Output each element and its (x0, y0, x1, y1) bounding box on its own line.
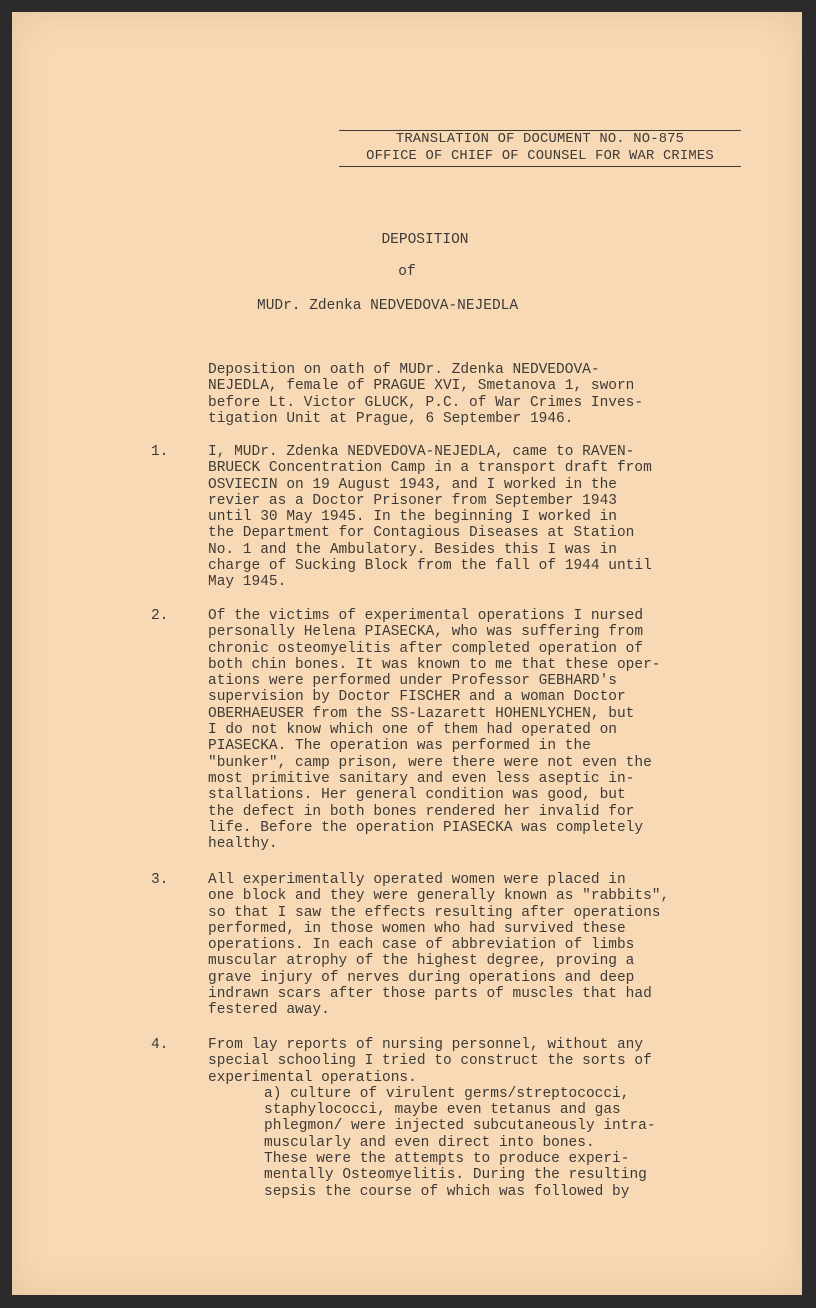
paragraph-line: healthy. (208, 836, 278, 853)
paragraph-line: so that I saw the effects resulting after operations (208, 904, 661, 921)
paragraph-line: the Department for Contagious Diseases at Station (208, 525, 635, 542)
paragraph-line: performed, in those women who had survived these (208, 920, 626, 937)
paragraph-line: life. Before the operation PIASECKA was completely (208, 819, 644, 836)
intro-line: Deposition on oath of MUDr. Zdenka NEDVEDOVA- (208, 362, 600, 378)
paragraph-subline: phlegmon/ were injected subcutaneously intra- (264, 1118, 656, 1135)
paragraph-line: ations were performed under Professor GEBHARD's (208, 673, 617, 690)
title-deposition: DEPOSITION (381, 232, 469, 248)
paragraph-line: charge of Sucking Block from the fall of 1944 until (208, 558, 652, 575)
paragraph-line: stallations. Her general condition was good, but (208, 787, 626, 804)
paragraph-line: No. 1 and the Ambulatory. Besides this I was in (208, 541, 617, 558)
intro-paragraph (208, 362, 748, 427)
paragraph-line: May 1945. (208, 574, 287, 591)
paragraph-line: the defect in both bones rendered her invalid for (208, 803, 635, 820)
intro-line: before Lt. Victor GLUCK, P.C. of War Crimes Inves- (208, 394, 644, 411)
paragraph-line: chronic osteomyelitis after completed operation of (208, 640, 644, 657)
paragraph-line: Of the victims of experimental operations I nursed (208, 608, 644, 624)
paragraph-2 (208, 608, 748, 852)
paragraph-line: until 30 May 1945. In the beginning I worked in (208, 509, 617, 526)
paragraph-subline: These were the attempts to produce experi- (264, 1151, 630, 1168)
paragraph-subline: sepsis the course of which was followed by (264, 1183, 630, 1200)
paragraph-subline: a) culture of virulent germs/streptococci, (264, 1085, 630, 1102)
paragraph-number: 4. (151, 1037, 169, 1053)
paragraph-number: 3. (151, 872, 169, 888)
paragraph-line: one block and they were generally known as "rabbits", (208, 888, 670, 905)
paragraph-line: experimental operations. (208, 1069, 417, 1086)
paragraph-line: I do not know which one of them had operated on (208, 722, 617, 739)
paragraph-line: indrawn scars after those parts of muscles that had (208, 986, 652, 1003)
paragraph-4 (208, 1037, 748, 1200)
paragraph-line: BRUECK Concentration Camp in a transport draft from (208, 460, 652, 477)
paragraph-3 (208, 872, 748, 1019)
title-of: of (398, 264, 416, 280)
paragraph-line: "bunker", camp prison, were there were not even the (208, 754, 652, 771)
paragraph-subline: muscularly and even direct into bones. (264, 1134, 595, 1151)
paragraph-line: personally Helena PIASECKA, who was suffering from (208, 624, 644, 641)
paragraph-subline: staphylococci, maybe even tetanus and gas (264, 1102, 621, 1119)
paragraph-line: OBERHAEUSER from the SS-Lazarett HOHENLYCHEN, but (208, 705, 635, 722)
intro-line: NEJEDLA, female of PRAGUE XVI, Smetanova 1, sworn (208, 378, 635, 395)
paragraph-1 (208, 444, 748, 591)
paragraph-line: All experimentally operated women were placed in (208, 872, 626, 888)
header-line-2: OFFICE OF CHIEF OF COUNSEL FOR WAR CRIMES (339, 148, 741, 167)
paragraph-line: both chin bones. It was known to me that these oper- (208, 656, 661, 673)
paragraph-line: I, MUDr. Zdenka NEDVEDOVA-NEJEDLA, came to RAVEN- (208, 444, 635, 460)
paragraph-line: OSVIECIN on 19 August 1943, and I worked in the (208, 476, 617, 493)
paragraph-line: special schooling I tried to construct the sorts of (208, 1053, 652, 1070)
translation-header (339, 130, 741, 167)
paragraph-line: operations. In each case of abbreviation of limbs (208, 937, 635, 954)
paragraph-subline: mentally Osteomyelitis. During the resulting (264, 1167, 647, 1184)
paragraph-line: muscular atrophy of the highest degree, proving a (208, 953, 635, 970)
paragraph-line: most primitive sanitary and even less aseptic in- (208, 770, 635, 787)
paragraph-line: festered away. (208, 1002, 330, 1019)
paragraph-line: revier as a Doctor Prisoner from September 1943 (208, 492, 617, 509)
paragraph-number: 1. (151, 444, 169, 460)
paragraph-line: PIASECKA. The operation was performed in the (208, 738, 591, 755)
paragraph-line: supervision by Doctor FISCHER and a woman Doctor (208, 689, 626, 706)
document-page: TRANSLATION OF DOCUMENT NO. NO-875 OFFICE OF CHIEF OF COUNSEL FOR WAR CRIMES DEPOSITION of MUDr. Zdenka NEDVEDOVA-NEJEDLA Deposition on oath of MUDr. Zdenka NEDVEDOVA- NEJEDLA, female of PRAGUE XVI, Smetanova 1, sworn before Lt. Victor GLUCK, P.C. of War Crimes Inves- tigation Unit at Prague, 6 September 1946. 1. I, MUDr. Zdenka NEDVEDOVA-NEJEDLA, came to RAVEN- BRUECK Concentration Camp in a transport draft from OSVIECIN on 19 August 1943, and I worked in the revier as a Doctor Prisoner from September 1943 until 30 May 1945. In the beginning I worked in the Department for Contagious Diseases at Station No. 1 and the Ambulatory. Besides this I was in charge of Sucking Block from the fall of 1944 until May 1945. 2. Of the victims of experimental operations I nursed personally Helena PIASECKA, who was suffering from chronic osteomyelitis after completed operation of both chin bones. It was known to me that these oper- ations were performed under Professor GEBHARD's supervision by Doctor FISCHER and a woman Doctor OBERHAEUSER from the SS-Lazarett HOHENLYCHEN, but I do not know which one of them had operated on PIASECKA. The operation was performed in the "bunker", camp prison, were there were not even the most primitive sanitary and even less aseptic in- stallations. Her general condition was good, but the defect in both bones rendered her invalid for life. Before the operation PIASECKA was completely healthy. 3. All experimentally operated women were placed in one block and they were generally known as "rabbits", so that I saw the effects resulting after operations performed, in those women who had survived these operations. In each case of abbreviation of limbs muscular atrophy of the highest degree, proving a grave injury of nerves during operations and deep indrawn scars after those parts of muscles that had festered away. 4. From lay reports of nursing personnel, without any special schooling I tried to construct the sorts of experimental operations. a) culture of virulent germs/streptococci, staphylococci, maybe even tetanus and gas phlegmon/ were injected subcutaneously intra- muscularly and even direct into bones. These were the attempts to produce experi- mentally Osteomyelitis. During the resulting sepsis the course of which was followed by (12, 12, 802, 1295)
intro-line: tigation Unit at Prague, 6 September 1946. (208, 410, 574, 427)
paragraph-line: grave injury of nerves during operations and deep (208, 969, 635, 986)
paragraph-line: From lay reports of nursing personnel, without any (208, 1037, 644, 1053)
header-line-1: TRANSLATION OF DOCUMENT NO. NO-875 (395, 132, 685, 147)
paragraph-number: 2. (151, 608, 169, 624)
